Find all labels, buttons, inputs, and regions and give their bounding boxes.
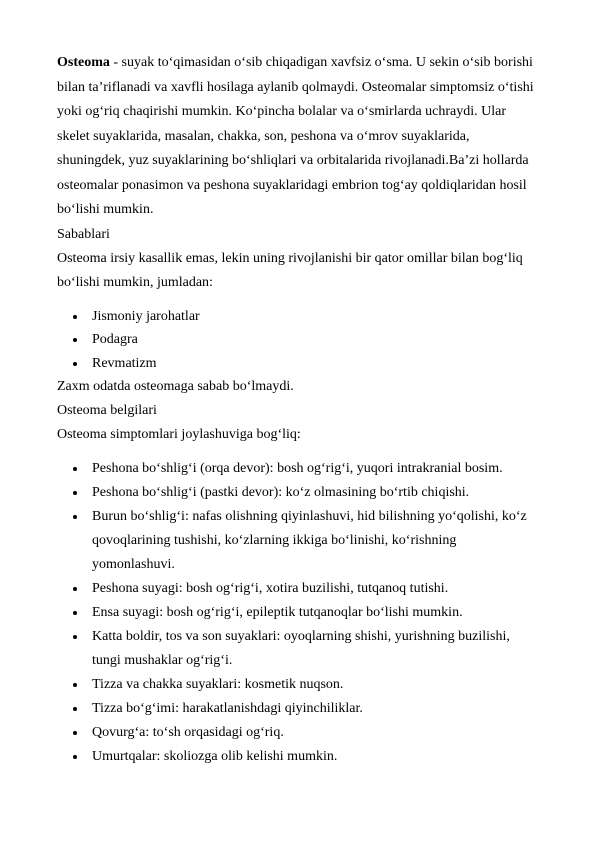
list-item: Ensa suyagi: bosh og‘rig‘i, epileptik tutqanoqlar bo‘lishi mumkin. bbox=[57, 601, 540, 625]
list-item: Katta boldir, tos va son suyaklari: oyoqlarning shishi, yurishning buzilishi, tungi mushaklar og‘rig‘i. bbox=[57, 625, 540, 673]
list-item: Burun bo‘shlig‘i: nafas olishning qiyinlashuvi, hid bilishning yo‘qolishi, ko‘z qovoqlarining tushishi, ko‘zlarning ikkiga bo‘linishi, ko‘rishning yomonlashuvi. bbox=[57, 505, 540, 577]
list-item: Peshona bo‘shlig‘i (orqa devor): bosh og‘rig‘i, yuqori intrakranial bosim. bbox=[57, 457, 540, 481]
list-item: Tizza va chakka suyaklari: kosmetik nuqson. bbox=[57, 673, 540, 697]
symptoms-heading: Osteoma belgilari bbox=[57, 403, 157, 418]
intro-term: Osteoma bbox=[57, 55, 110, 70]
intro-text: - suyak to‘qimasidan o‘sib chiqadigan xavfsiz o‘sma. U sekin o‘sib borishi bilan ta’riflanadi va xavfli hosilaga aylanib qolmaydi. Osteomalar simptomsiz o‘tishi yoki og‘riq chaqirishi mumkin. Ko‘pincha bolalar va o‘smirlarda uchraydi. Ular skelet suyaklarida, masalan, chakka, son, peshona va o‘mrov suyaklarida, shuningdek, yuz suyaklarining bo‘shliqlari va orbitalarida rivojlanadi.Ba’zi hollarda osteomalar ponasimon va peshona suyaklaridagi embrion tog‘ay qoldiqlaridan hosil bo‘lishi mumkin. bbox=[57, 55, 534, 217]
list-item: Podagra bbox=[57, 328, 540, 352]
list-item: Revmatizm bbox=[57, 352, 540, 376]
symptoms-lead: Osteoma simptomlari joylashuviga bog‘liq: bbox=[57, 427, 301, 442]
symptoms-list bbox=[57, 457, 540, 769]
intro-paragraph bbox=[57, 51, 540, 223]
list-item: Peshona suyagi: bosh og‘rig‘i, xotira buzilishi, tutqanoq tutishi. bbox=[57, 577, 540, 601]
list-item: Qovurg‘a: to‘sh orqasidagi og‘riq. bbox=[57, 721, 540, 745]
causes-list bbox=[57, 305, 540, 376]
list-item: Jismoniy jarohatlar bbox=[57, 305, 540, 329]
causes-note: Zaxm odatda osteomaga sabab bo‘lmaydi. bbox=[57, 379, 294, 394]
list-item: Tizza bo‘g‘imi: harakatlanishdagi qiyinchiliklar. bbox=[57, 697, 540, 721]
list-item: Umurtqalar: skoliozga olib kelishi mumkin. bbox=[57, 745, 540, 769]
causes-lead: Osteoma irsiy kasallik emas, lekin uning rivojlanishi bir qator omillar bilan bog‘liq bo‘lishi mumkin, jumladan: bbox=[57, 250, 523, 290]
list-item: Peshona bo‘shlig‘i (pastki devor): ko‘z olmasining bo‘rtib chiqishi. bbox=[57, 481, 540, 505]
causes-heading: Sabablari bbox=[57, 226, 110, 242]
